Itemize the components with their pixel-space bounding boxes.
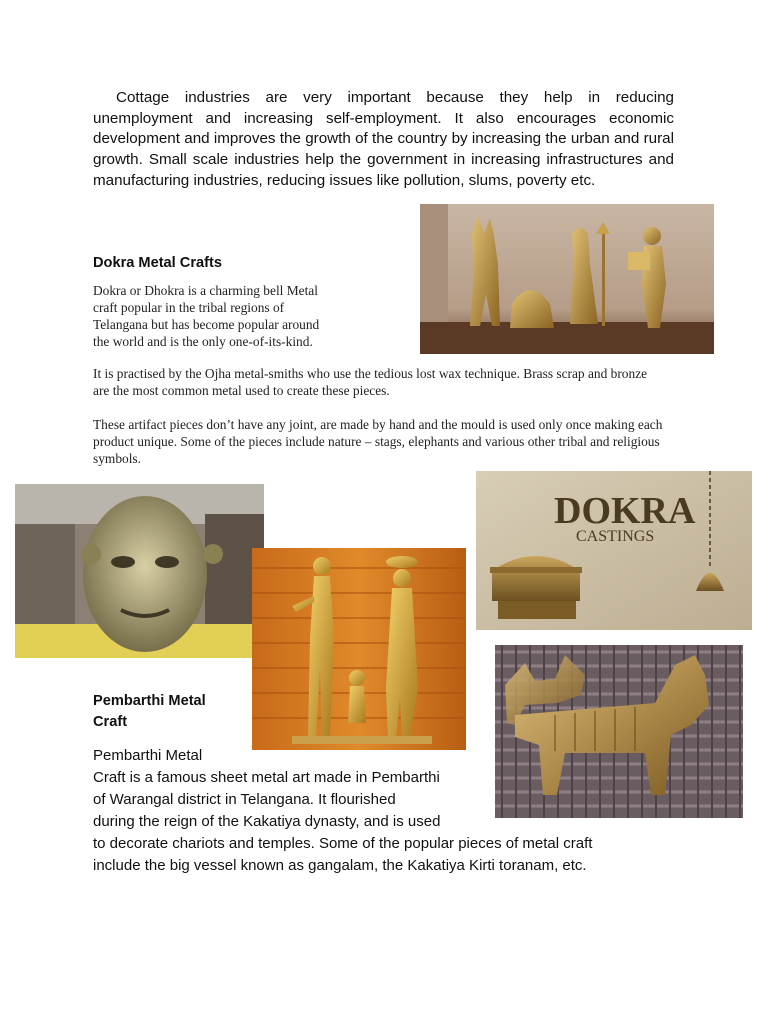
banner-title: DOKRA (554, 490, 696, 532)
dokra-line: craft popular in the tribal regions of (93, 300, 285, 315)
dokra-heading: Dokra Metal Crafts (93, 255, 222, 271)
pembarthi-line: Craft is a famous sheet metal art made in Pembarthi (93, 769, 440, 786)
banner-subtitle: CASTINGS (576, 528, 655, 545)
dokra-line: the world and is the only one-of-its-kind. (93, 334, 313, 349)
pembarthi-heading-line-2: Craft (93, 714, 128, 730)
pembarthi-line: to decorate chariots and temples. Some of the popular pieces of metal craft (93, 835, 593, 852)
pembarthi-heading (93, 691, 243, 733)
dokra-figurines-photo (420, 204, 714, 354)
pembarthi-line: include the big vessel known as gangalam, the Kakatiya Kirti toranam, etc. (93, 857, 587, 874)
dokra-line: Dokra or Dhokra is a charming bell Metal (93, 283, 318, 298)
dokra-paragraph-1 (93, 282, 413, 350)
pembarthi-heading-line-1: Pembarthi Metal (93, 693, 206, 709)
intro-paragraph: Cottage industries are very important because they help in reducing unemployment and increasing self-employment. It also encourages economic development and improves the growth of the country by increasing the urban and rural growth. Small scale industries help the government in increasing infrastructures and manufacturing industries, reducing issues like pollution, slums, poverty etc. (93, 89, 674, 189)
pembarthi-line: of Warangal district in Telangana. It flourished (93, 791, 396, 808)
brass-mask-photo (15, 484, 264, 658)
dokra-line: Telangana but has become popular around (93, 317, 320, 332)
dokra-family-photo (252, 548, 466, 750)
pembarthi-line: during the reign of the Kakatiya dynasty, and is used (93, 813, 441, 830)
dokra-castings-banner (476, 471, 752, 630)
pembarthi-line: Pembarthi Metal (93, 747, 203, 764)
dokra-paragraph-2: It is practised by the Ojha metal-smiths who use the tedious lost wax technique. Brass scrap and bronze are the most common metal used to create these pieces. (93, 366, 648, 398)
dokra-paragraph-3: These artifact pieces don’t have any joint, are made by hand and the mould is used only once making each product unique. Some of the pieces include nature – stags, elephants and various other tribal and religious symbols. (93, 417, 663, 466)
pembarthi-paragraph (93, 745, 693, 877)
